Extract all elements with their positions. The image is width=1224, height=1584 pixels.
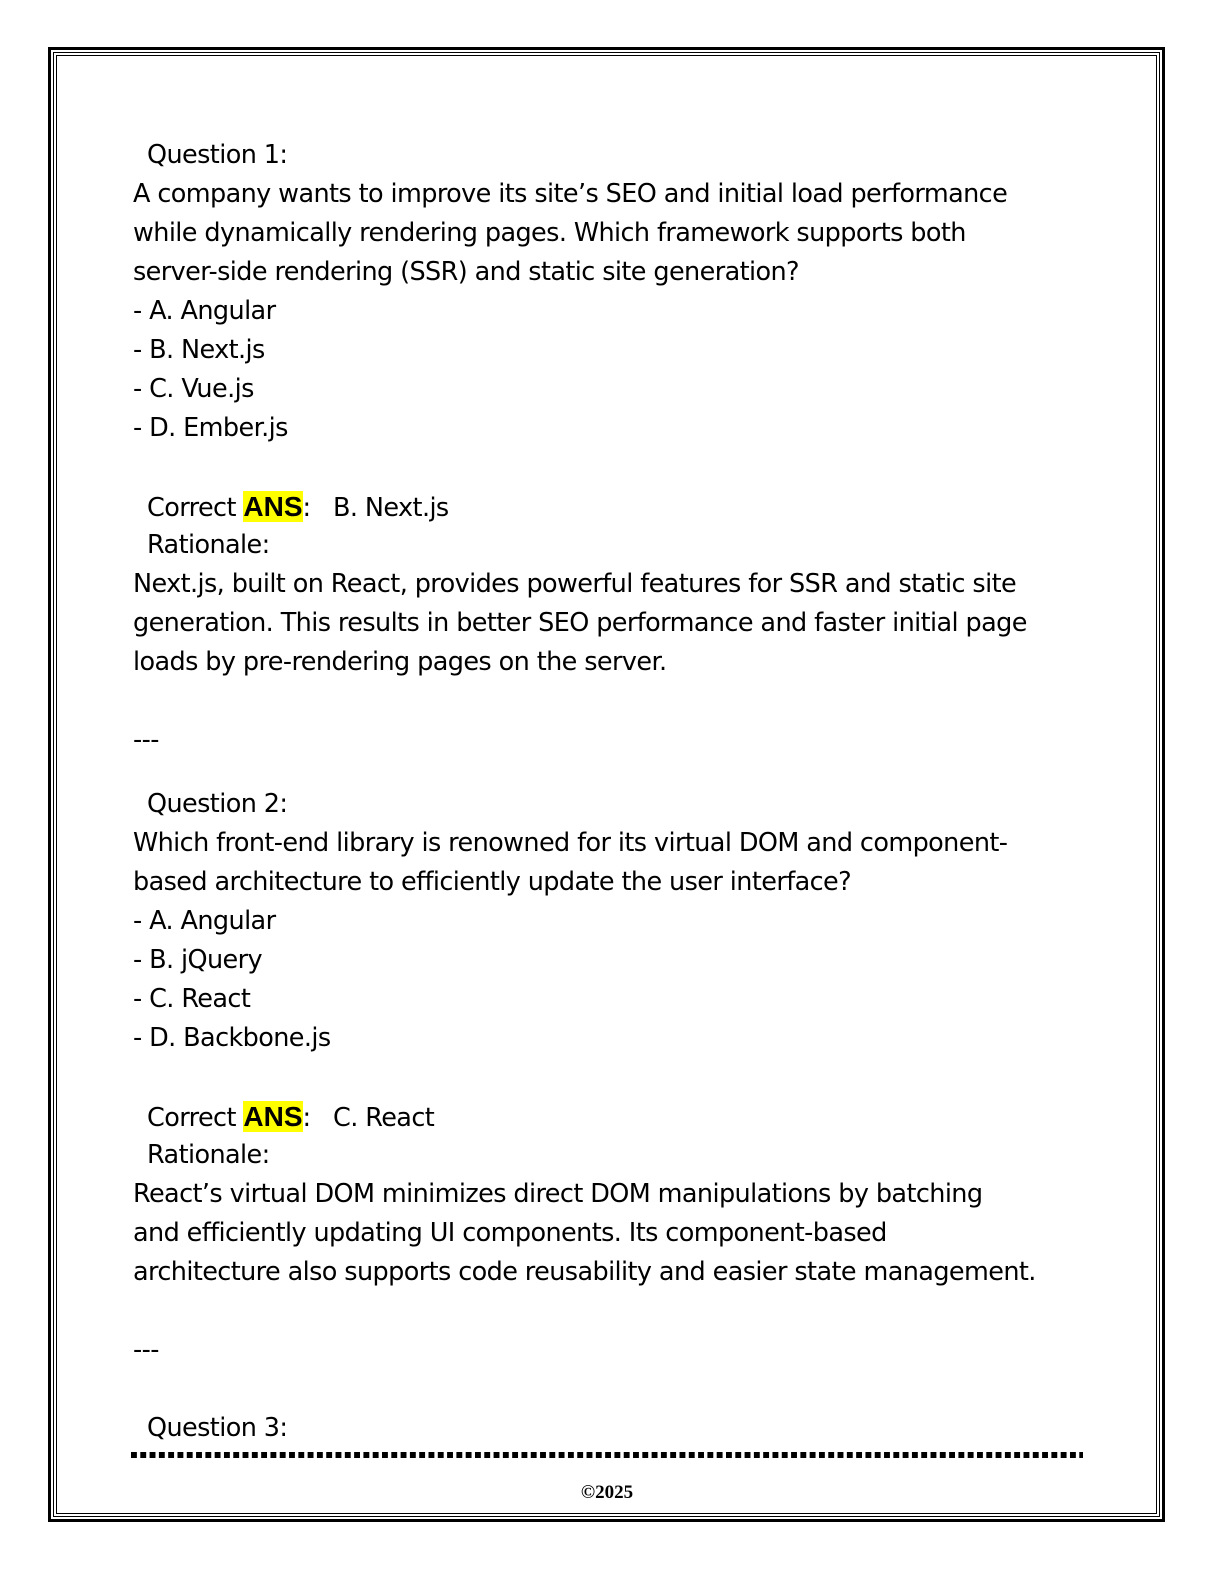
correct-answer-value: B. Next.js [333,493,449,523]
question-heading: Question 3: [147,1413,288,1443]
spacer [133,448,1093,487]
spacer [133,682,1093,721]
question-prompt-line: while dynamically rendering pages. Which framework supports both [133,218,966,248]
question-prompt-line: Which front-end library is renowned for its virtual DOM and component- [133,828,1008,858]
section-separator: --- [133,725,159,755]
correct-answer-prefix: Correct [147,1103,244,1133]
rationale-line: and efficiently updating UI components. Its component-based [133,1218,887,1248]
spacer [133,1370,1093,1409]
ans-highlight: ANS [243,491,303,522]
question-prompt-line: A company wants to improve its site’s SEO and initial load performance [133,179,1008,209]
answer-option-a: - A. Angular [133,906,276,936]
rationale-line: architecture also supports code reusability and easier state management. [133,1257,1036,1287]
question-block-2 [133,785,1093,1409]
correct-answer-prefix: Correct [147,493,244,523]
ans-highlight: ANS [243,1101,303,1132]
rationale-line: Next.js, built on React, provides powerful features for SSR and static site [133,569,1017,599]
answer-option-d: - D. Ember.js [133,413,288,443]
spacer [133,1292,1093,1331]
rationale-label: Rationale: [147,530,270,560]
question-heading: Question 2: [147,789,288,819]
answer-option-d: - D. Backbone.js [133,1023,331,1053]
footer-copyright: ©2025 [580,1482,634,1503]
section-separator: --- [133,1335,159,1365]
question-heading: Question 1: [147,140,288,170]
question-prompt-line: based architecture to efficiently update the user interface? [133,867,852,897]
answer-option-c: - C. Vue.js [133,374,254,404]
correct-answer-line [133,1097,1093,1136]
answer-option-b: - B. jQuery [133,945,262,975]
rationale-label: Rationale: [147,1140,270,1170]
correct-answer-value: C. React [333,1103,435,1133]
rationale-line: loads by pre-rendering pages on the server. [133,647,667,677]
rationale-line: generation. This results in better SEO performance and faster initial page [133,608,1027,638]
correct-answer-line [133,487,1093,526]
document-content [133,136,1093,1448]
spacer [133,1058,1093,1097]
answer-option-a: - A. Angular [133,296,276,326]
answer-option-b: - B. Next.js [133,335,265,365]
correct-answer-separator: : [302,1103,334,1133]
rationale-line: React’s virtual DOM minimizes direct DOM manipulations by batching [133,1179,983,1209]
question-block-3 [133,1409,1093,1448]
question-prompt-line: server-side rendering (SSR) and static site generation? [133,257,799,287]
question-block-1 [133,136,1093,799]
footer-dotted-divider [131,1452,1083,1458]
correct-answer-separator: : [302,493,334,523]
answer-option-c: - C. React [133,984,251,1014]
